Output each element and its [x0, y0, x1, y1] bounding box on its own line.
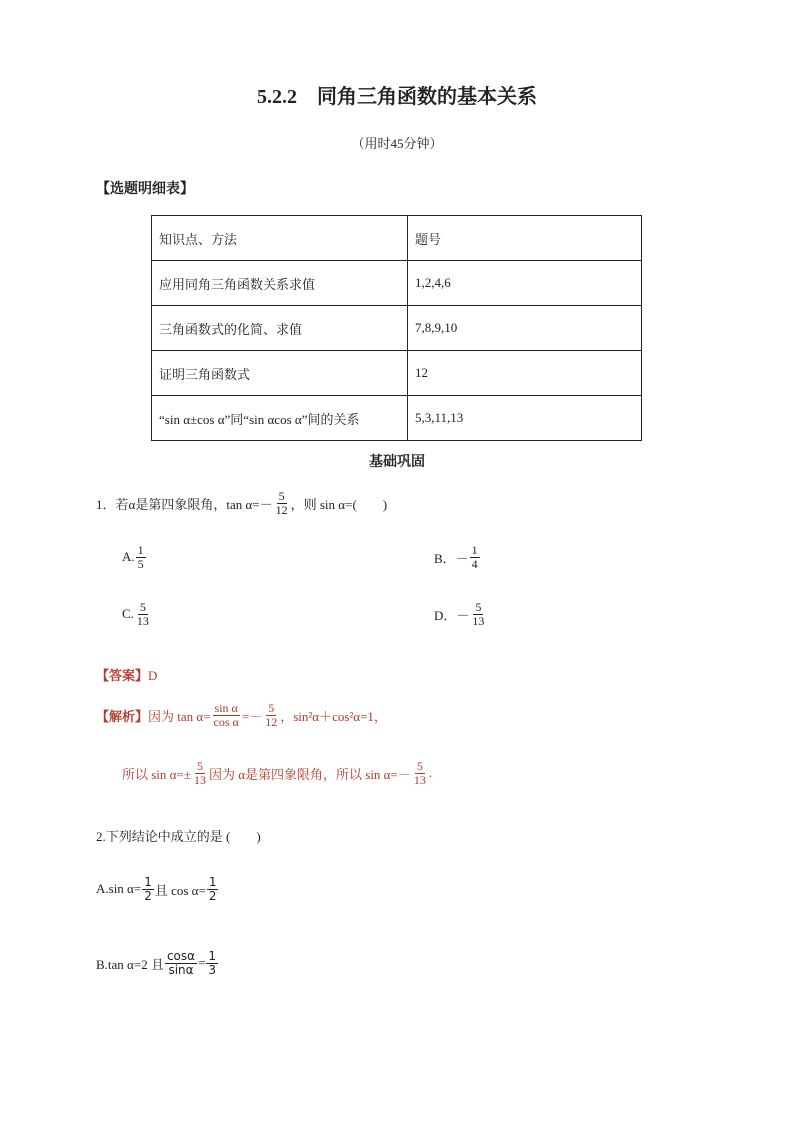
- answer-line: [96, 665, 157, 684]
- question-1-stem: [96, 490, 387, 516]
- table-cell: “sin α±cos α”同“sin αcos α”间的关系: [152, 396, 408, 441]
- option-d: [434, 601, 487, 627]
- table-row: [152, 351, 642, 396]
- analysis-text: =－: [241, 708, 263, 724]
- fraction-denominator: 13: [413, 772, 426, 787]
- fraction-denominator: 12: [265, 714, 278, 729]
- section-label: 【选题明细表】: [96, 182, 194, 197]
- table-header-cell: 题号: [408, 216, 642, 261]
- q2-option-b: [96, 950, 219, 976]
- fraction-denominator: 13: [193, 772, 206, 787]
- fraction-numerator: 1: [208, 875, 217, 889]
- table-cell: 证明三角函数式: [152, 351, 408, 396]
- analysis-text: 因为 α是第四象限角，所以 sin α=－: [208, 766, 411, 782]
- q1-minus: －: [259, 496, 273, 512]
- fraction-numerator: 5: [196, 759, 203, 773]
- fraction-denominator: 13: [472, 613, 485, 628]
- answer-value: D: [148, 668, 158, 683]
- analysis-fraction: [263, 702, 279, 728]
- option-label: C.: [122, 606, 134, 622]
- fraction-denominator: 2: [208, 888, 217, 903]
- option-label: D．－: [434, 607, 470, 623]
- table-cell: 应用同角三角函数关系求值: [152, 261, 408, 306]
- analysis-text: ，sin²α＋cos²α=1，: [280, 708, 387, 724]
- option-label: A.: [122, 549, 135, 565]
- fraction-numerator: cosα: [166, 949, 196, 963]
- option-text: 且 cos α=: [154, 882, 206, 898]
- table-cell: 三角函数式的化简、求值: [152, 306, 408, 351]
- table-header-row: [152, 216, 642, 261]
- table-row: [152, 261, 642, 306]
- option-fraction: [135, 601, 151, 627]
- fraction-numerator: 5: [475, 600, 482, 614]
- option-fraction: [470, 601, 486, 627]
- fraction-numerator: 1: [144, 875, 152, 889]
- fraction-numerator: 1: [471, 543, 478, 557]
- option-a: [122, 544, 147, 570]
- fraction-denominator: 5: [137, 556, 144, 571]
- fraction-numerator: 1: [137, 543, 144, 557]
- q1-suffix: ，则 sin α=( ): [290, 496, 388, 512]
- fraction-numerator: 1: [208, 949, 217, 963]
- analysis-text: 因为 tan α=: [148, 708, 211, 724]
- table-row: [152, 396, 642, 441]
- fraction-denominator: 4: [471, 556, 478, 571]
- analysis-label: 【解析】: [96, 708, 149, 724]
- fraction-denominator: cos α: [213, 714, 239, 729]
- option-text: =: [198, 955, 206, 971]
- fraction-numerator: 5: [416, 759, 423, 773]
- option-fraction: [136, 544, 146, 570]
- analysis-line-1: [96, 702, 387, 728]
- page-title: 5.2.2 同角三角函数的基本关系: [257, 86, 537, 108]
- analysis-fraction: [412, 760, 428, 786]
- option-fraction: [207, 876, 219, 902]
- fraction-denominator: 2: [144, 888, 152, 903]
- option-fraction: [142, 876, 154, 902]
- table-cell: 1,2,4,6: [408, 261, 642, 306]
- option-text: B.tan α=2 且: [96, 956, 164, 972]
- fraction-denominator: 13: [136, 613, 149, 628]
- option-c: [122, 601, 152, 627]
- option-b: [434, 544, 481, 570]
- q1-fraction: [274, 490, 290, 516]
- fraction-denominator: sinα: [168, 962, 194, 977]
- option-fraction: [470, 544, 480, 570]
- table-cell: 5,3,11,13: [408, 396, 642, 441]
- table-cell: 12: [408, 351, 642, 396]
- analysis-fraction: [192, 760, 208, 786]
- table-header-cell: 知识点、方法: [152, 216, 408, 261]
- q2-option-a: [96, 876, 219, 902]
- fraction-numerator: sin α: [214, 701, 238, 715]
- fraction-denominator: 12: [275, 502, 288, 517]
- time-note: （用时45分钟）: [351, 136, 443, 151]
- fraction-denominator: 3: [208, 962, 217, 977]
- q1-alpha-text: α是第四象限角，tan α=: [128, 496, 260, 512]
- fraction-numerator: 5: [139, 600, 146, 614]
- analysis-text: 所以 sin α=±: [122, 766, 191, 782]
- analysis-text: .: [428, 765, 433, 781]
- option-label: B．－: [434, 550, 469, 566]
- section-heading: 基础巩固: [369, 455, 425, 470]
- fraction-numerator: 5: [278, 489, 285, 503]
- topic-table: [151, 215, 642, 441]
- analysis-fraction: [212, 702, 241, 728]
- answer-label: 【答案】: [96, 668, 149, 683]
- table-row: [152, 306, 642, 351]
- option-fraction: [165, 950, 197, 976]
- option-text: A.sin α=: [96, 881, 142, 897]
- table-cell: 7,8,9,10: [408, 306, 642, 351]
- fraction-numerator: 5: [268, 701, 275, 715]
- question-2-stem: 2.下列结论中成立的是 ( ): [96, 829, 261, 844]
- analysis-line-2: [122, 760, 432, 786]
- q1-prefix: 1．若: [96, 496, 129, 512]
- option-fraction: [206, 950, 218, 976]
